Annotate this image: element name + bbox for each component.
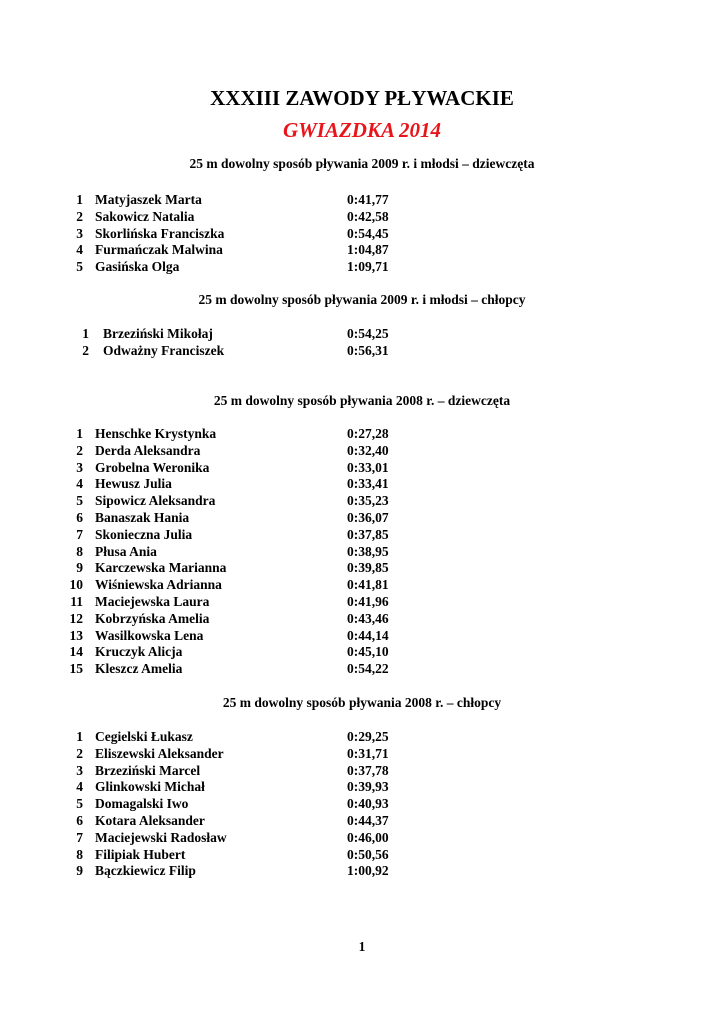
place: 2 — [76, 208, 83, 224]
swim-time: 0:31,71 — [347, 745, 389, 761]
swimmer-name: Kobrzyńska Amelia — [95, 610, 210, 626]
swim-time: 0:43,46 — [347, 610, 389, 626]
place: 4 — [76, 242, 83, 258]
section-heading-girls-2009: 25 m dowolny sposób pływania 2009 r. i młodsi – dziewczęta — [189, 156, 535, 171]
place: 12 — [69, 610, 83, 626]
swimmer-name: Kruczyk Alicja — [95, 644, 183, 660]
swim-time: 0:40,93 — [347, 796, 389, 812]
table-row — [0, 476, 724, 493]
swim-time: 0:54,22 — [347, 661, 389, 677]
table-row — [0, 729, 724, 746]
table-row — [0, 527, 724, 544]
table-row — [0, 226, 724, 243]
place: 4 — [76, 476, 83, 492]
swimmer-name: Domagalski Iwo — [95, 796, 189, 812]
swimmer-name: Gasińska Olga — [95, 259, 180, 275]
table-row — [0, 326, 724, 343]
swimmer-name: Grobelna Weronika — [95, 459, 210, 475]
swim-time: 0:46,00 — [347, 829, 389, 845]
swimmer-name: Filipiak Hubert — [95, 846, 186, 862]
swimmer-name: Skonieczna Julia — [95, 526, 193, 542]
place: 13 — [69, 627, 83, 643]
swim-time: 0:44,37 — [347, 812, 389, 828]
swimmer-name: Sipowicz Aleksandra — [95, 493, 216, 509]
page-number: 1 — [358, 939, 366, 954]
place: 3 — [76, 225, 83, 241]
swim-time: 0:33,01 — [347, 459, 389, 475]
swim-time: 0:39,93 — [347, 779, 389, 795]
place: 1 — [76, 192, 83, 207]
table-row — [0, 259, 724, 276]
place: 5 — [76, 259, 83, 275]
section-heading-boys-2009: 25 m dowolny sposób pływania 2009 r. i młodsi – chłopcy — [198, 292, 526, 307]
table-row — [0, 443, 724, 460]
swim-time: 0:42,58 — [347, 208, 389, 224]
table-row — [0, 611, 724, 628]
place: 5 — [76, 493, 83, 509]
place: 8 — [76, 846, 83, 862]
place: 1 — [82, 326, 89, 341]
swim-time: 0:27,28 — [347, 426, 389, 441]
swimmer-name: Wiśniewska Adrianna — [95, 577, 222, 593]
swim-time: 0:41,96 — [347, 593, 389, 609]
place: 1 — [76, 426, 83, 441]
place: 15 — [69, 661, 83, 677]
table-row — [0, 577, 724, 594]
table-row — [0, 796, 724, 813]
table-row — [0, 847, 724, 864]
swim-time: 0:37,85 — [347, 526, 389, 542]
table-row — [0, 192, 724, 209]
swim-time: 0:33,41 — [347, 476, 389, 492]
table-row — [0, 544, 724, 561]
table-row — [0, 644, 724, 661]
swim-time: 0:32,40 — [347, 442, 389, 458]
swimmer-name: Kleszcz Amelia — [95, 661, 183, 677]
swimmer-name: Bączkiewicz Filip — [95, 863, 196, 879]
swimmer-name: Eliszewski Aleksander — [95, 745, 224, 761]
swim-time: 1:00,92 — [347, 863, 389, 879]
document-subtitle: GWIAZDKA 2014 — [282, 118, 442, 142]
swimmer-name: Furmańczak Malwina — [95, 242, 223, 258]
table-row — [0, 242, 724, 259]
swim-time: 0:50,56 — [347, 846, 389, 862]
place: 7 — [76, 829, 83, 845]
place: 2 — [76, 442, 83, 458]
swimmer-name: Cegielski Łukasz — [95, 729, 193, 744]
swimmer-name: Henschke Krystynka — [95, 426, 217, 441]
swimmer-name: Maciejewski Radosław — [95, 829, 227, 845]
table-row — [0, 763, 724, 780]
swimmer-name: Banaszak Hania — [95, 509, 190, 525]
swim-time: 1:09,71 — [347, 259, 389, 275]
place: 11 — [70, 593, 83, 609]
swimmer-name: Hewusz Julia — [95, 476, 172, 492]
swimmer-name: Sakowicz Natalia — [95, 208, 195, 224]
table-row — [0, 628, 724, 645]
section-heading-boys-2008: 25 m dowolny sposób pływania 2008 r. – chłopcy — [222, 695, 502, 710]
place: 9 — [76, 863, 83, 879]
table-row — [0, 746, 724, 763]
place: 6 — [76, 812, 83, 828]
place: 3 — [76, 762, 83, 778]
table-row — [0, 661, 724, 678]
swim-time: 0:41,81 — [347, 577, 389, 593]
table-row — [0, 830, 724, 847]
swim-time: 0:41,77 — [347, 192, 389, 207]
place: 10 — [69, 577, 83, 593]
swim-time: 0:35,23 — [347, 493, 389, 509]
table-row — [0, 426, 724, 443]
swim-time: 0:38,95 — [347, 543, 389, 559]
swim-time: 0:37,78 — [347, 762, 389, 778]
table-row — [0, 594, 724, 611]
swim-time: 1:04,87 — [347, 242, 389, 258]
table-row — [0, 493, 724, 510]
swim-time: 0:56,31 — [347, 342, 389, 358]
table-row — [0, 813, 724, 830]
place: 9 — [76, 560, 83, 576]
place: 14 — [69, 644, 83, 660]
swimmer-name: Płusa Ania — [95, 543, 157, 559]
swimmer-name: Brzeziński Mikołaj — [103, 326, 213, 341]
results-list-girls-2008 — [0, 426, 724, 678]
place: 3 — [76, 459, 83, 475]
swim-time: 0:44,14 — [347, 627, 389, 643]
table-row — [0, 510, 724, 527]
swimmer-name: Wasilkowska Lena — [95, 627, 204, 643]
swimmer-name: Kotara Aleksander — [95, 812, 205, 828]
table-row — [0, 460, 724, 477]
swimmer-name: Karczewska Marianna — [95, 560, 227, 576]
swimmer-name: Odważny Franciszek — [103, 342, 225, 358]
swimmer-name: Maciejewska Laura — [95, 593, 210, 609]
place: 6 — [76, 509, 83, 525]
place: 2 — [76, 745, 83, 761]
swimmer-name: Brzeziński Marcel — [95, 762, 201, 778]
swim-time: 0:54,25 — [347, 326, 389, 341]
results-list-boys-2009 — [0, 326, 724, 360]
table-row — [0, 560, 724, 577]
place: 8 — [76, 543, 83, 559]
swim-time: 0:39,85 — [347, 560, 389, 576]
table-row — [0, 779, 724, 796]
results-list-boys-2008 — [0, 729, 724, 880]
place: 4 — [76, 779, 83, 795]
place: 1 — [76, 729, 83, 744]
swim-time: 0:36,07 — [347, 509, 389, 525]
swimmer-name: Glinkowski Michał — [95, 779, 205, 795]
place: 5 — [76, 796, 83, 812]
swimmer-name: Skorlińska Franciszka — [95, 225, 225, 241]
table-row — [0, 863, 724, 880]
place: 2 — [82, 342, 89, 358]
results-list-girls-2009 — [0, 192, 724, 276]
swim-time: 0:29,25 — [347, 729, 389, 744]
table-row — [0, 209, 724, 226]
swimmer-name: Derda Aleksandra — [95, 442, 201, 458]
section-heading-girls-2008: 25 m dowolny sposób pływania 2008 r. – dziewczęta — [213, 393, 511, 408]
place: 7 — [76, 526, 83, 542]
table-row — [0, 343, 724, 360]
swim-time: 0:54,45 — [347, 225, 389, 241]
swimmer-name: Matyjaszek Marta — [95, 192, 202, 207]
document-title: XXXIII ZAWODY PŁYWACKIE — [210, 86, 514, 110]
swim-time: 0:45,10 — [347, 644, 389, 660]
